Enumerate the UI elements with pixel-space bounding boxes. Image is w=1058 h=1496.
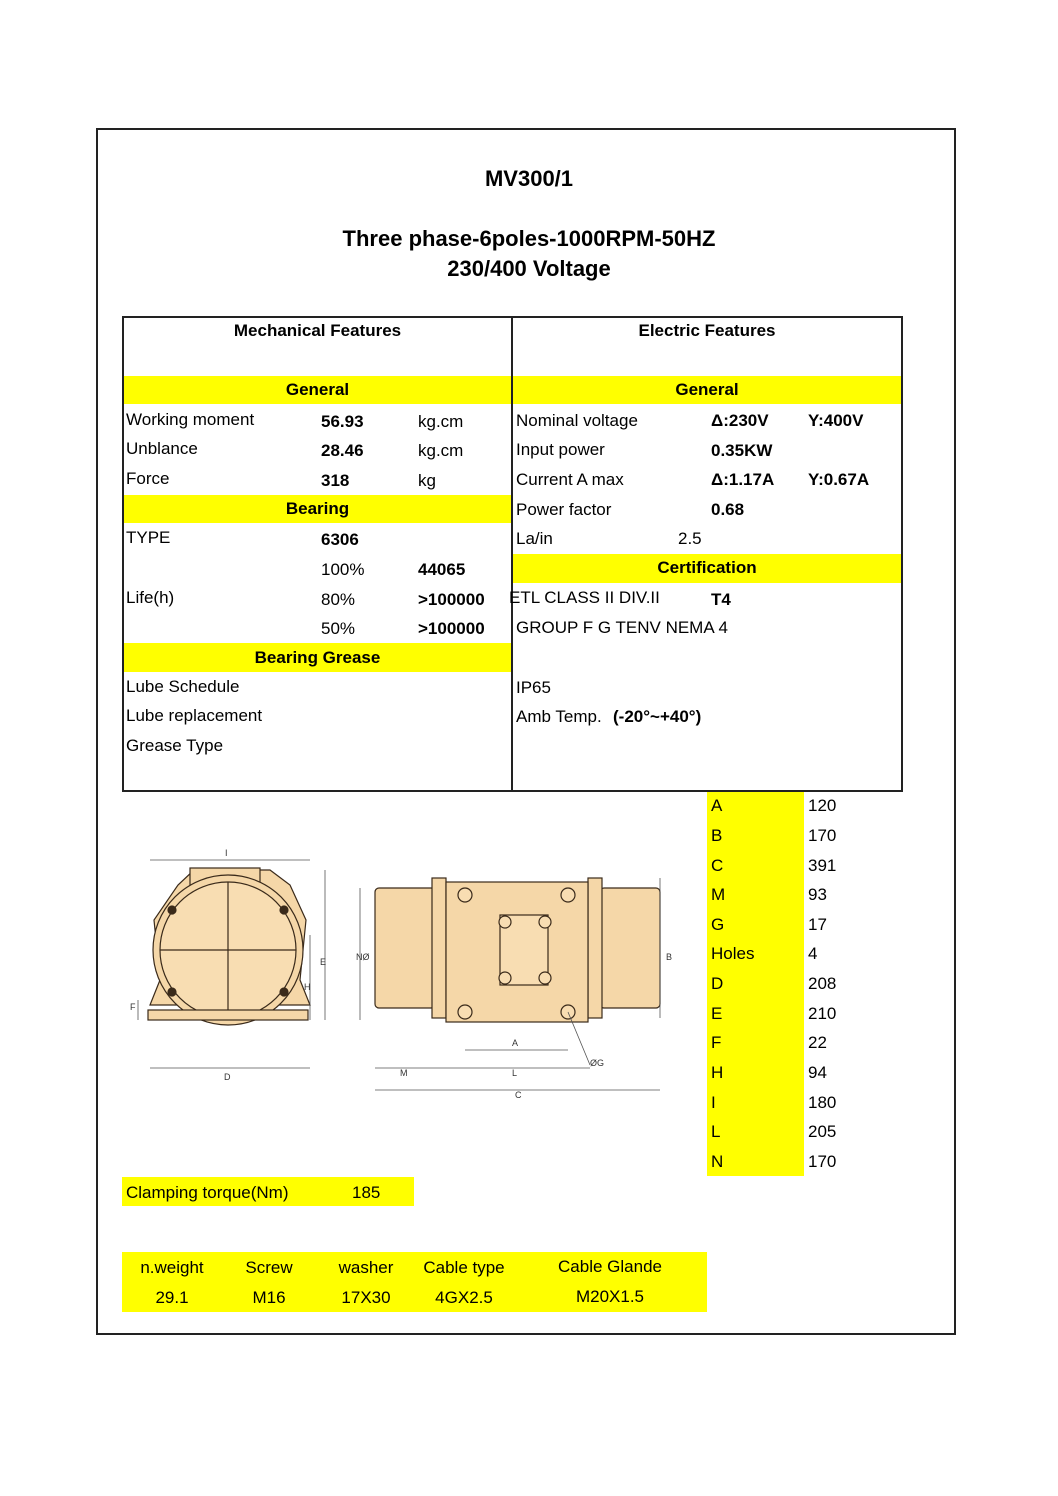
dim-label-e: E bbox=[320, 957, 327, 967]
input-power-value: 0.35KW bbox=[711, 441, 773, 460]
bottom-header: washer bbox=[338, 1258, 394, 1277]
dimension-value: 391 bbox=[808, 856, 837, 875]
bottom-value: M20X1.5 bbox=[575, 1287, 645, 1306]
bottom-value: 17X30 bbox=[341, 1288, 391, 1307]
ip-rating: IP65 bbox=[516, 678, 551, 697]
dimension-key: G bbox=[711, 915, 725, 934]
dimension-value: 93 bbox=[808, 885, 827, 904]
dimension-key: Holes bbox=[711, 944, 755, 963]
dimension-value: 180 bbox=[808, 1093, 837, 1112]
motor-drawing bbox=[120, 840, 680, 1110]
life-100-pct: 100% bbox=[321, 560, 365, 579]
nominal-voltage-label: Nominal voltage bbox=[516, 411, 638, 430]
dim-label-m: M bbox=[400, 1068, 408, 1078]
dimension-key: D bbox=[711, 974, 724, 993]
dimension-value: 120 bbox=[808, 796, 837, 815]
dimension-value: 4 bbox=[808, 944, 818, 963]
bottom-value: 29.1 bbox=[155, 1288, 189, 1307]
grease-header: Bearing Grease bbox=[254, 648, 381, 667]
working-moment-value: 56.93 bbox=[321, 412, 364, 431]
unbalance-label: Unblance bbox=[126, 439, 198, 458]
dimension-value: 94 bbox=[808, 1063, 827, 1082]
bottom-header: n.weight bbox=[140, 1258, 204, 1277]
dimension-key: C bbox=[711, 856, 724, 875]
force-label: Force bbox=[126, 469, 170, 488]
dimension-key: A bbox=[711, 796, 723, 815]
dimension-key: M bbox=[711, 885, 726, 904]
working-moment-label: Working moment bbox=[126, 410, 255, 429]
life-100-value: 44065 bbox=[418, 560, 466, 579]
dim-label-f: F bbox=[130, 1002, 136, 1012]
subtitle: Three phase-6poles-1000RPM-50HZ bbox=[342, 226, 716, 251]
dimension-value: 170 bbox=[808, 1152, 837, 1171]
dimension-value: 22 bbox=[808, 1033, 827, 1052]
dim-label-n: NØ bbox=[356, 952, 370, 962]
working-moment-unit: kg.cm bbox=[418, 412, 464, 431]
dimension-key: B bbox=[711, 826, 723, 845]
dimension-value: 210 bbox=[808, 1004, 837, 1023]
unbalance-value: 28.46 bbox=[321, 441, 364, 460]
mech-general-header: General bbox=[285, 380, 350, 399]
model-title: MV300/1 bbox=[484, 166, 574, 191]
nominal-voltage-delta: Δ:230V bbox=[711, 411, 769, 430]
force-unit: kg bbox=[418, 471, 436, 490]
dimension-value: 205 bbox=[808, 1122, 837, 1141]
cert-t4: T4 bbox=[711, 590, 731, 609]
dimension-key: N bbox=[711, 1152, 724, 1171]
unbalance-unit: kg.cm bbox=[418, 441, 464, 460]
dimension-value: 170 bbox=[808, 826, 837, 845]
dim-label-a: A bbox=[512, 1038, 519, 1048]
bottom-header: Screw bbox=[245, 1258, 293, 1277]
dim-label-c: C bbox=[515, 1090, 522, 1100]
dim-label-h: H bbox=[304, 982, 311, 992]
bottom-value: 4GX2.5 bbox=[435, 1288, 493, 1307]
bottom-header: Cable type bbox=[423, 1258, 505, 1277]
cert-line1: ETL CLASS II DIV.II bbox=[509, 588, 660, 607]
clamping-label: Clamping torque(Nm) bbox=[126, 1183, 289, 1202]
nominal-voltage-y: Y:400V bbox=[808, 411, 864, 430]
bearing-type-label: TYPE bbox=[126, 528, 171, 547]
dim-label-l: L bbox=[512, 1068, 518, 1078]
dim-label-g: ØG bbox=[590, 1058, 605, 1068]
dimension-key: F bbox=[711, 1033, 722, 1052]
bearing-header: Bearing bbox=[285, 499, 350, 518]
dimension-key: I bbox=[711, 1093, 716, 1112]
grease-type-label: Grease Type bbox=[126, 736, 224, 755]
cert-line2: GROUP F G TENV NEMA 4 bbox=[516, 618, 728, 637]
amb-temp-value: (-20°~+40°) bbox=[613, 707, 702, 726]
input-power-label: Input power bbox=[516, 440, 605, 459]
dimension-key: L bbox=[711, 1122, 721, 1141]
lube-replacement-label: Lube replacement bbox=[126, 706, 263, 725]
lain-value: 2.5 bbox=[678, 529, 702, 548]
bottom-header: Cable Glande bbox=[558, 1257, 662, 1276]
dimension-key: H bbox=[711, 1063, 724, 1082]
current-y: Y:0.67A bbox=[808, 470, 870, 489]
certification-header: Certification bbox=[657, 558, 757, 577]
life-50-pct: 50% bbox=[321, 619, 356, 638]
life-80-pct: 80% bbox=[321, 590, 356, 609]
current-label: Current A max bbox=[516, 470, 624, 489]
voltage-title: 230/400 Voltage bbox=[447, 256, 611, 281]
life-80-value: >100000 bbox=[418, 590, 485, 609]
life-50-value: >100000 bbox=[418, 619, 485, 638]
power-factor-value: 0.68 bbox=[711, 500, 745, 519]
bearing-type-value: 6306 bbox=[321, 530, 359, 549]
dimension-value: 208 bbox=[808, 974, 837, 993]
dim-label-d: D bbox=[224, 1072, 231, 1082]
dimension-key: E bbox=[711, 1004, 723, 1023]
dimension-value: 17 bbox=[808, 915, 827, 934]
force-value: 318 bbox=[321, 471, 350, 490]
mech-title: Mechanical Features bbox=[233, 321, 402, 340]
bottom-value: M16 bbox=[252, 1288, 286, 1307]
life-label: Life(h) bbox=[126, 588, 175, 607]
amb-temp-label: Amb Temp. bbox=[516, 707, 602, 726]
dim-label-i: I bbox=[225, 848, 228, 858]
power-factor-label: Power factor bbox=[516, 500, 612, 519]
dim-label-b: B bbox=[666, 952, 673, 962]
clamping-value: 185 bbox=[352, 1183, 381, 1202]
lube-schedule-label: Lube Schedule bbox=[126, 677, 240, 696]
elec-title: Electric Features bbox=[638, 321, 776, 340]
lain-label: La/in bbox=[516, 529, 553, 548]
elec-general-header: General bbox=[675, 380, 739, 399]
current-delta: Δ:1.17A bbox=[711, 470, 775, 489]
